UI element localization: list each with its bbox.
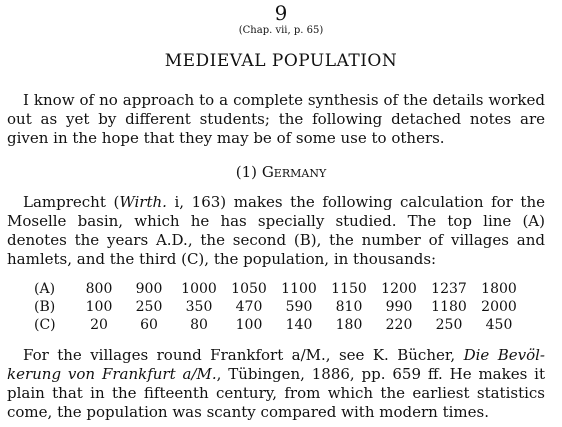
table-cell: 220: [385, 317, 413, 333]
lamprecht-text: i, 163) makes the following calculation for the: [166, 193, 545, 211]
page-number: 9: [274, 1, 288, 25]
table-row: [34, 316, 524, 334]
table-cell: 810: [335, 299, 363, 315]
table-cell: 100: [85, 299, 113, 315]
intro-line: out as yet by different students; the following detached notes are: [7, 110, 545, 128]
frankfort-line-4: come, the population was scanty compared with modern times.: [7, 403, 489, 421]
lamprecht-line-1: [7, 193, 545, 212]
lamprecht-line-2: Moselle basin, which he has specially studied. The top line (A): [7, 212, 545, 230]
lamprecht-line-4: hamlets, and the third (C), the population, in thousands:: [7, 250, 437, 268]
table-cell: 450: [485, 317, 513, 333]
lamprecht-paragraph: [7, 193, 545, 269]
section-number: (1): [235, 163, 258, 181]
table-row: [34, 280, 524, 298]
table-cell: 1180: [431, 299, 467, 315]
table-cell: 1000: [181, 281, 217, 297]
frankfort-line-2: [7, 365, 545, 384]
table-cell: 900: [135, 281, 163, 297]
table-cell: 60: [140, 317, 158, 333]
table-cell: 1800: [481, 281, 517, 297]
section-heading: [0, 163, 562, 182]
frankfort-line-1: [7, 346, 545, 365]
row-label: (B): [34, 299, 56, 315]
table-cell: 180: [335, 317, 363, 333]
intro-line: given in the hope that they may be of some use to others.: [7, 129, 445, 147]
row-label: (A): [34, 281, 56, 297]
table-cell: 250: [135, 299, 163, 315]
table-row: [34, 298, 524, 316]
table-cell: 1237: [431, 281, 467, 297]
table-cell: 140: [285, 317, 313, 333]
table-cell: 590: [285, 299, 313, 315]
table-cell: 80: [190, 317, 208, 333]
frankfort-citation: Die Bevöl-: [463, 346, 545, 364]
intro-paragraph: [7, 91, 545, 148]
table-cell: 1200: [381, 281, 417, 297]
table-cell: 100: [235, 317, 263, 333]
table-cell: 800: [85, 281, 113, 297]
lamprecht-citation: Wirth.: [119, 193, 167, 211]
table-cell: 1150: [331, 281, 367, 297]
frankfort-text: , Tübingen, 1886, pp. 659 ff. He makes it: [216, 365, 545, 383]
frankfort-citation: kerung von Frankfurt a/M.: [7, 365, 217, 383]
table-cell: 990: [385, 299, 413, 315]
frankfort-text: For the villages round Frankfort a/M., see K. Bücher,: [23, 346, 464, 364]
page-title: MEDIEVAL POPULATION: [164, 51, 398, 71]
lamprecht-line-3: denotes the years A.D., the second (B), the number of villages and: [7, 231, 545, 249]
table-cell: 2000: [481, 299, 517, 315]
table-cell: 470: [235, 299, 263, 315]
chapter-reference: (Chap. vii, p. 65): [238, 25, 324, 36]
intro-line: I know of no approach to a complete synthesis of the details worked: [23, 91, 545, 109]
table-cell: 1050: [231, 281, 267, 297]
frankfort-paragraph: [7, 346, 545, 422]
table-cell: 20: [90, 317, 108, 333]
section-title: Germany: [261, 163, 327, 181]
lamprecht-text: Lamprecht (: [23, 193, 120, 211]
table-cell: 1100: [281, 281, 317, 297]
table-cell: 250: [435, 317, 463, 333]
frankfort-line-3: plain that in the fifteenth century, from which the earliest statistics: [7, 384, 545, 402]
row-label: (C): [34, 317, 56, 333]
population-table: [34, 280, 524, 334]
table-cell: 350: [185, 299, 213, 315]
